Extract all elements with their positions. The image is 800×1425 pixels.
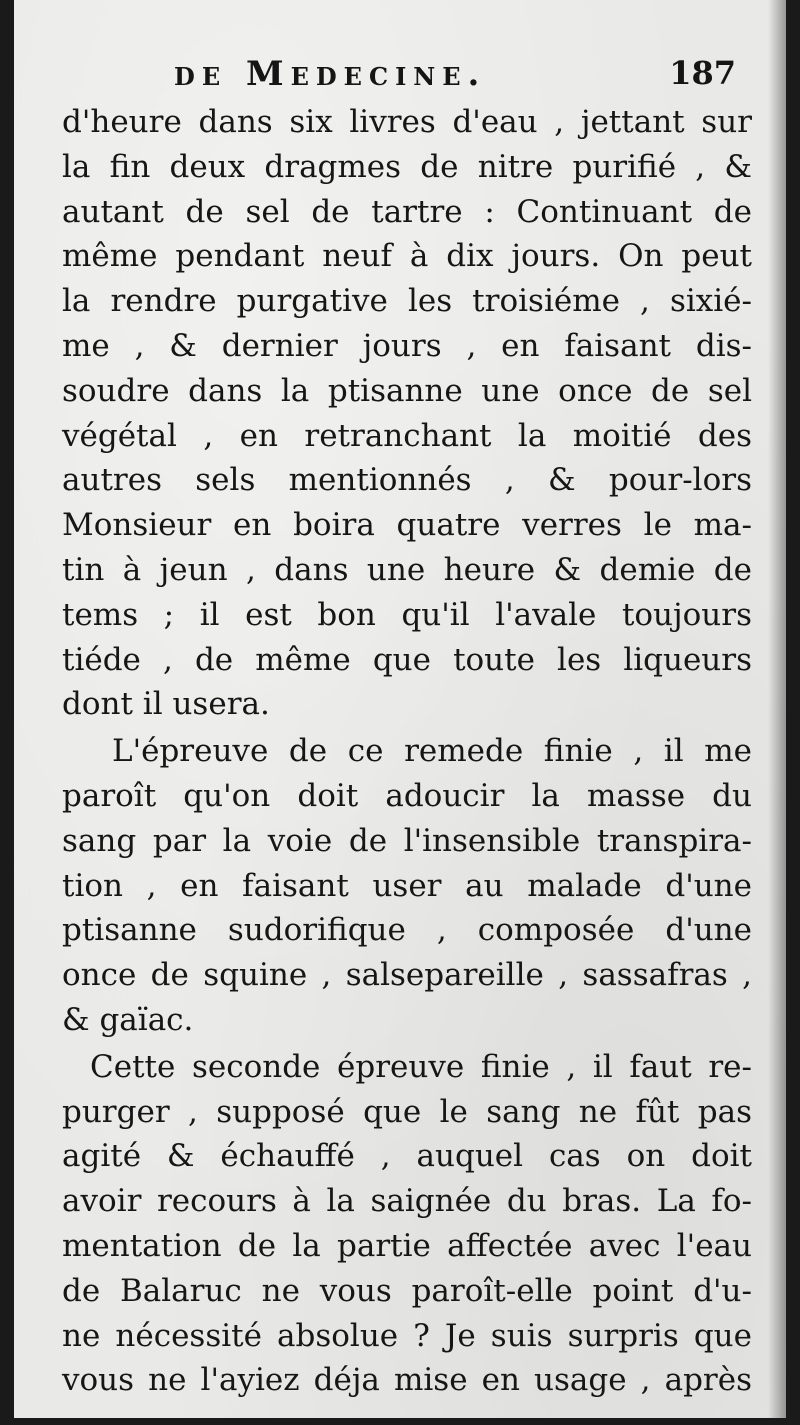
text-line: sang par la voie de l'insensible transpira- bbox=[62, 822, 752, 859]
text-line: la rendre purgative les troisiéme , sixié- bbox=[62, 283, 752, 320]
body-text bbox=[62, 100, 752, 1403]
running-head: de Medecine. bbox=[174, 54, 487, 94]
text-line: tion , en faisant user au malade d'une bbox=[62, 867, 752, 904]
text-line: autres sels mentionnés , & pour-lors bbox=[62, 462, 752, 499]
text-line: autant de sel de tartre : Continuant de bbox=[62, 193, 752, 230]
paragraph-1 bbox=[62, 100, 752, 727]
book-page bbox=[14, 0, 786, 1418]
paragraph-3 bbox=[62, 1045, 752, 1403]
text-line: végétal , en retranchant la moitié des bbox=[62, 417, 752, 454]
text-line: mentation de la partie affectée avec l'eau bbox=[62, 1227, 752, 1264]
text-line: ne nécessité absolue ? Je suis surpris que bbox=[62, 1317, 752, 1354]
text-line: dont il usera. bbox=[62, 686, 270, 723]
page-edge-shadow bbox=[768, 0, 786, 1418]
text-line: vous ne l'ayiez déja mise en usage , après bbox=[62, 1362, 752, 1399]
text-line: soudre dans la ptisanne une once de sel bbox=[62, 372, 752, 409]
text-line: de Balaruc ne vous paroît-elle point d'u- bbox=[62, 1272, 752, 1309]
text-line: la fin deux dragmes de nitre purifié , & bbox=[62, 148, 752, 185]
paragraph-2 bbox=[62, 729, 752, 1043]
text-line: & gaïac. bbox=[62, 1001, 194, 1038]
text-line: agité & échauffé , auquel cas on doit bbox=[62, 1138, 752, 1175]
text-line: tems ; il est bon qu'il l'avale toujours bbox=[62, 596, 752, 633]
text-line: avoir recours à la saignée du bras. La fo- bbox=[62, 1183, 752, 1220]
text-line: paroît qu'on doit adoucir la masse du bbox=[62, 777, 752, 814]
page-header bbox=[14, 50, 786, 96]
text-line: Monsieur en boira quatre verres le ma- bbox=[62, 507, 752, 544]
text-line: même pendant neuf à dix jours. On peut bbox=[62, 238, 752, 275]
text-line: purger , supposé que le sang ne fût pas bbox=[62, 1093, 752, 1130]
text-line: d'heure dans six livres d'eau , jettant sur bbox=[62, 104, 752, 140]
text-line: tin à jeun , dans une heure & demie de bbox=[62, 551, 752, 588]
text-line: me , & dernier jours , en faisant dis- bbox=[62, 327, 752, 364]
page-number: 187 bbox=[669, 54, 736, 92]
text-line: ptisanne sudorifique , composée d'une bbox=[62, 912, 752, 949]
text-line: tiéde , de même que toute les liqueurs bbox=[62, 641, 752, 678]
text-line: once de squine , salsepareille , sassafras , bbox=[62, 957, 752, 994]
text-line: Cette seconde épreuve finie , il faut re- bbox=[90, 1048, 752, 1085]
text-line: L'épreuve de ce remede finie , il me bbox=[112, 733, 752, 770]
